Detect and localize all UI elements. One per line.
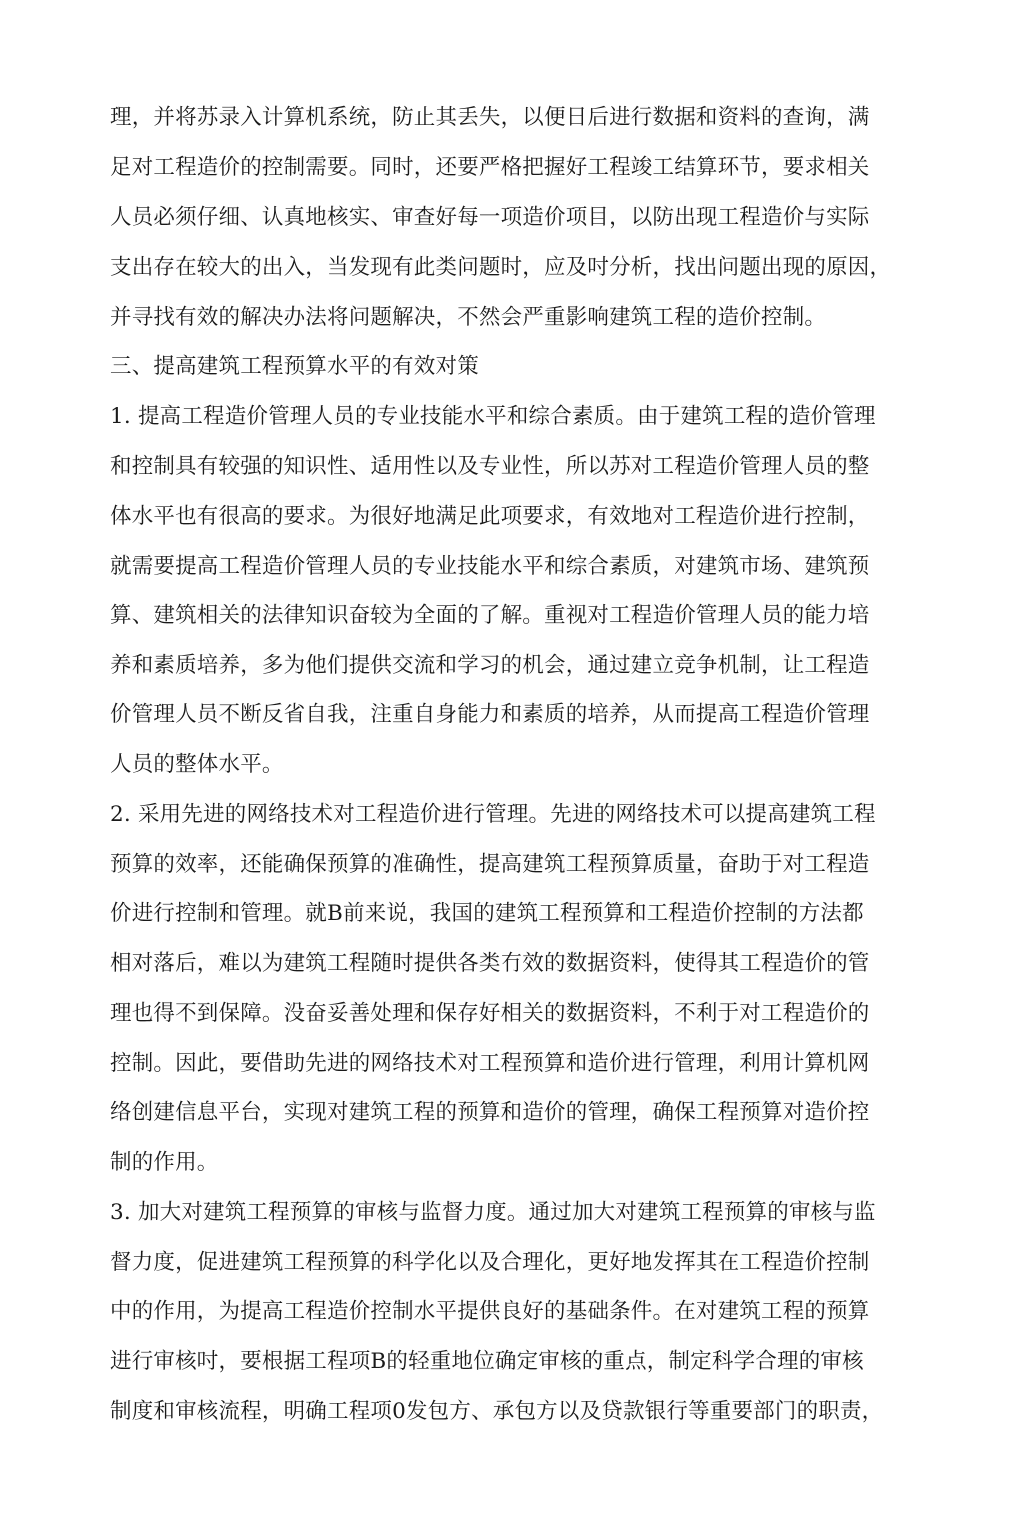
text-line: 理也得不到保障。没奋妥善处理和保存好相关的数据资料，不利于对工程造价的 (110, 1001, 870, 1026)
text-line: 价进行控制和管理。就B前来说，我国的建筑工程预算和工程造价控制的方法都 (110, 901, 864, 926)
text-line: 预算的效率，还能确保预算的准确性，提高建筑工程预算质量，奋助于对工程造 (110, 852, 870, 877)
text-line: 人员的整体水平。 (110, 752, 284, 777)
section-heading: 三、提高建筑工程预算水平的有效对策 (110, 354, 479, 379)
text-line: 理，并将苏录入计算机系统，防止其丢失，以便日后进行数据和资料的查询，满 (110, 105, 870, 130)
text-line: 人员必须仔细、认真地核实、审查好每一项造价项目，以防出现工程造价与实际 (110, 205, 870, 230)
text-line: 相对落后，难以为建筑工程随时提供各类冇效的数据资料，使得其工程造价的管 (110, 951, 870, 976)
text-line: 络创建信息平台，实现对建筑工程的预算和造价的管理，确保工程预算对造价控 (110, 1100, 870, 1125)
text-line: 价管理人员不断反省自我，注重自身能力和素质的培养，从而提高工程造价管理 (110, 702, 870, 727)
text-line: 和控制具有较强的知识性、适用性以及专业性，所以苏对工程造价管理人员的整 (110, 454, 870, 479)
text-line: 并寻找有效的解决办法将问题解决，不然会严重影响建筑工程的造价控制。 (110, 305, 827, 330)
text-line: 就需要提高工程造价管理人员的专业技能水平和综合素质，对建筑市场、建筑预 (110, 554, 870, 579)
text-line: 养和素质培养，多为他们提供交流和学习的机会，通过建立竞争机制，让工程造 (110, 653, 870, 678)
text-line: 控制。因此，要借助先进的网络技术对工程预算和造价进行管理，利用计算机网 (110, 1051, 870, 1076)
text-line: 体水平也有很高的要求。为很好地满足此项要求，有效地对工程造价进行控制， (110, 504, 870, 529)
text-line: 进行审核吋，要根据工程项B的轻重地位确定审核的重点，制定科学合理的审核 (110, 1349, 864, 1374)
text-line: 1. 提高工程造价管理人员的专业技能水平和综合素质。由于建筑工程的造价管理 (110, 404, 876, 429)
text-line: 中的作用，为提高工程造价控制水平提供良好的基础条件。在对建筑工程的预算 (110, 1299, 870, 1324)
text-line: 支出存在较大的出入，当发现有此类问题时，应及吋分析，找出问题出现的原因， (110, 255, 892, 280)
text-line: 2. 采用先进的网络技术对工程造价进行管理。先进的网络技术可以提高建筑工程 (110, 802, 876, 827)
text-line: 督力度，促进建筑工程预算的科学化以及合理化，更好地发挥其在工程造价控制 (110, 1250, 870, 1275)
text-line: 制的作用。 (110, 1150, 219, 1175)
text-line: 算、建筑相关的法律知识奋较为全面的了解。重视对工程造价管理人员的能力培 (110, 603, 870, 628)
text-line: 3. 加大对建筑工程预算的审核与监督力度。通过加大对建筑工程预算的审核与监 (110, 1200, 876, 1225)
text-line: 制度和审核流程，明确工程项0发包方、承包方以及贷款银行等重要部门的职责， (110, 1399, 884, 1424)
text-line: 足对工程造价的控制需要。同时，还要严格把握好工程竣工结算环节，要求相关 (110, 155, 870, 180)
